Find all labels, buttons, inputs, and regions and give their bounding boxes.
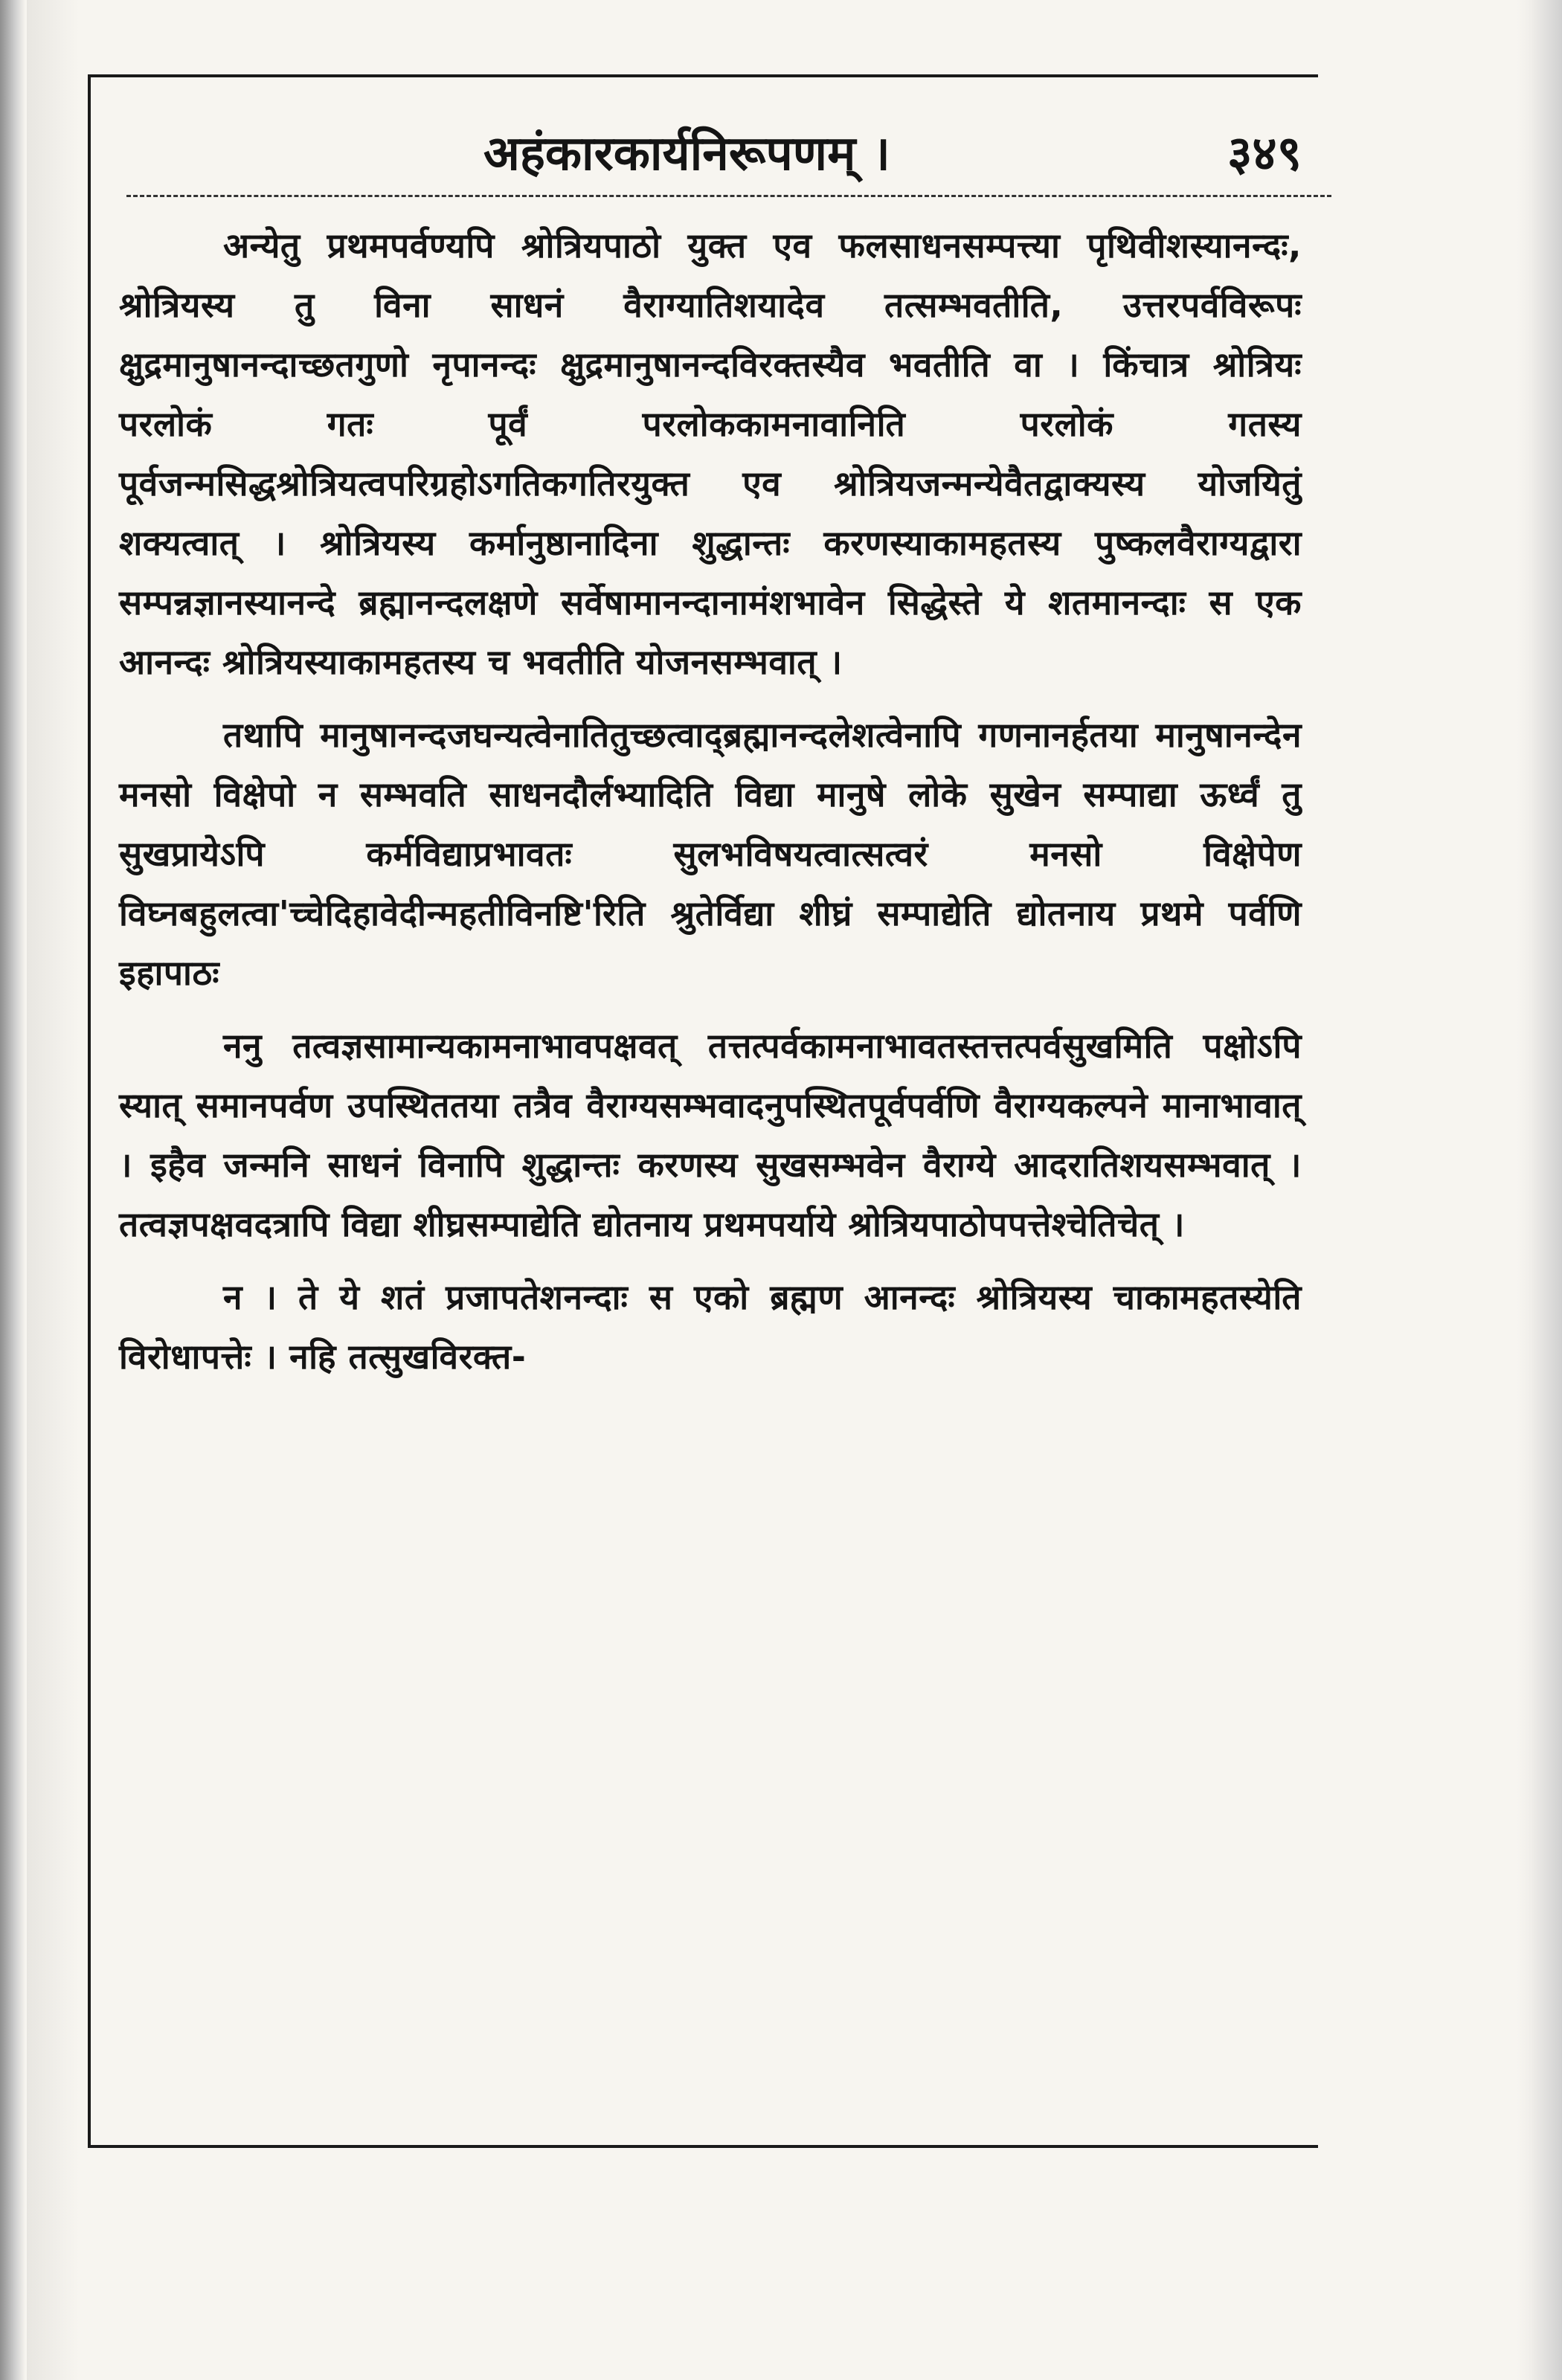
body-text xyxy=(119,216,1302,1400)
scan-right-edge xyxy=(1517,0,1562,2380)
page-number: ३४९ xyxy=(1227,126,1302,181)
paragraph-2: तथापि मानुषानन्दजघन्यत्वेनातितुच्छत्वाद्ब्रह्मानन्दलेशत्वेनापि गणनानर्हतया मानुषानन्देन मनसो विक्षेपो न सम्भवति साधनदौर्लभ्यादिति विद्या मानुषे लोके सुखेन सम्पाद्या ऊर्ध्वं तु सुखप्रायेऽपि कर्मविद्याप्रभावतः सुलभविषयत्वात्सत्वरं मनसो विक्षेपेण विघ्नबहुलत्वा'च्चेदिहावेदीन्महतीविनष्टि'रिति श्रुतेर्विद्या शीघ्रं सम्पाद्येति द्योतनाय प्रथमे पर्वणि इहापाठः xyxy=(119,715,1302,993)
scan-left-edge xyxy=(0,0,25,2380)
paragraph-3: ननु तत्वज्ञसामान्यकामनाभावपक्षवत् तत्तत्पर्वकामनाभावतस्तत्तत्पर्वसुखमिति पक्षोऽपि स्यात् समानपर्वण उपस्थिततया तत्रैव वैराग्यसम्भवादनुपस्थितपूर्वपर्वणि वैराग्यकल्पने मानाभावात् । इहैव जन्मनि साधनं विनापि शुद्धान्तः करणस्य सुखसम्भवेन वैराग्ये आदरातिशयसम्भवात् । तत्वज्ञपक्षवदत्रापि विद्या शीघ्रसम्पाद्येति द्योतनाय प्रथमपर्याये श्रोत्रियपाठोपपत्तेश्चेतिचेत् । xyxy=(119,1026,1302,1244)
paragraph-1: अन्येतु प्रथमपर्वण्यपि श्रोत्रियपाठो युक्त एव फलसाधनसम्पत्त्या पृथिवीशस्यानन्दः, श्रोत्रियस्य तु विना साधनं वैराग्यातिशयादेव तत्सम्भवतीति, उत्तरपर्वविरूपः क्षुद्रमानुषानन्दाच्छतगुणो नृपानन्दः क्षुद्रमानुषानन्दविरक्तस्यैव भवतीति वा । किंचात्र श्रोत्रियः परलोकं गतः पूर्वं परलोककामनावानिति परलोकं गतस्य पूर्वजन्मसिद्धश्रोत्रियत्वपरिग्रहोऽगतिकगतिरयुक्त एव श्रोत्रियजन्मन्येवैतद्वाक्यस्य योजयितुं शक्यत्वात् । श्रोत्रियस्य कर्मानुष्ठानादिना शुद्धान्तः करणस्याकामहतस्य पुष्कलवैराग्यद्वारा सम्पन्नज्ञानस्यानन्दे ब्रह्मानन्दलक्षणे सर्वेषामानन्दानामंशभावेन सिद्धेस्ते ये शतमानन्दाः स एक आनन्दः श्रोत्रियस्याकामहतस्य च भवतीति योजनसम्भवात् । xyxy=(119,225,1302,682)
running-header xyxy=(126,112,1331,193)
scan-gutter-shadow xyxy=(27,0,79,2380)
header-rule xyxy=(126,195,1331,197)
running-header-title: अहंकारकार्यनिरूपणम् । xyxy=(483,126,890,181)
paragraph-4: न । ते ये शतं प्रजापतेशनन्दाः स एको ब्रह्मण आनन्दः श्रोत्रियस्य चाकामहतस्येति विरोधापत्तेः । नहि तत्सुखविरक्त- xyxy=(119,1277,1302,1377)
